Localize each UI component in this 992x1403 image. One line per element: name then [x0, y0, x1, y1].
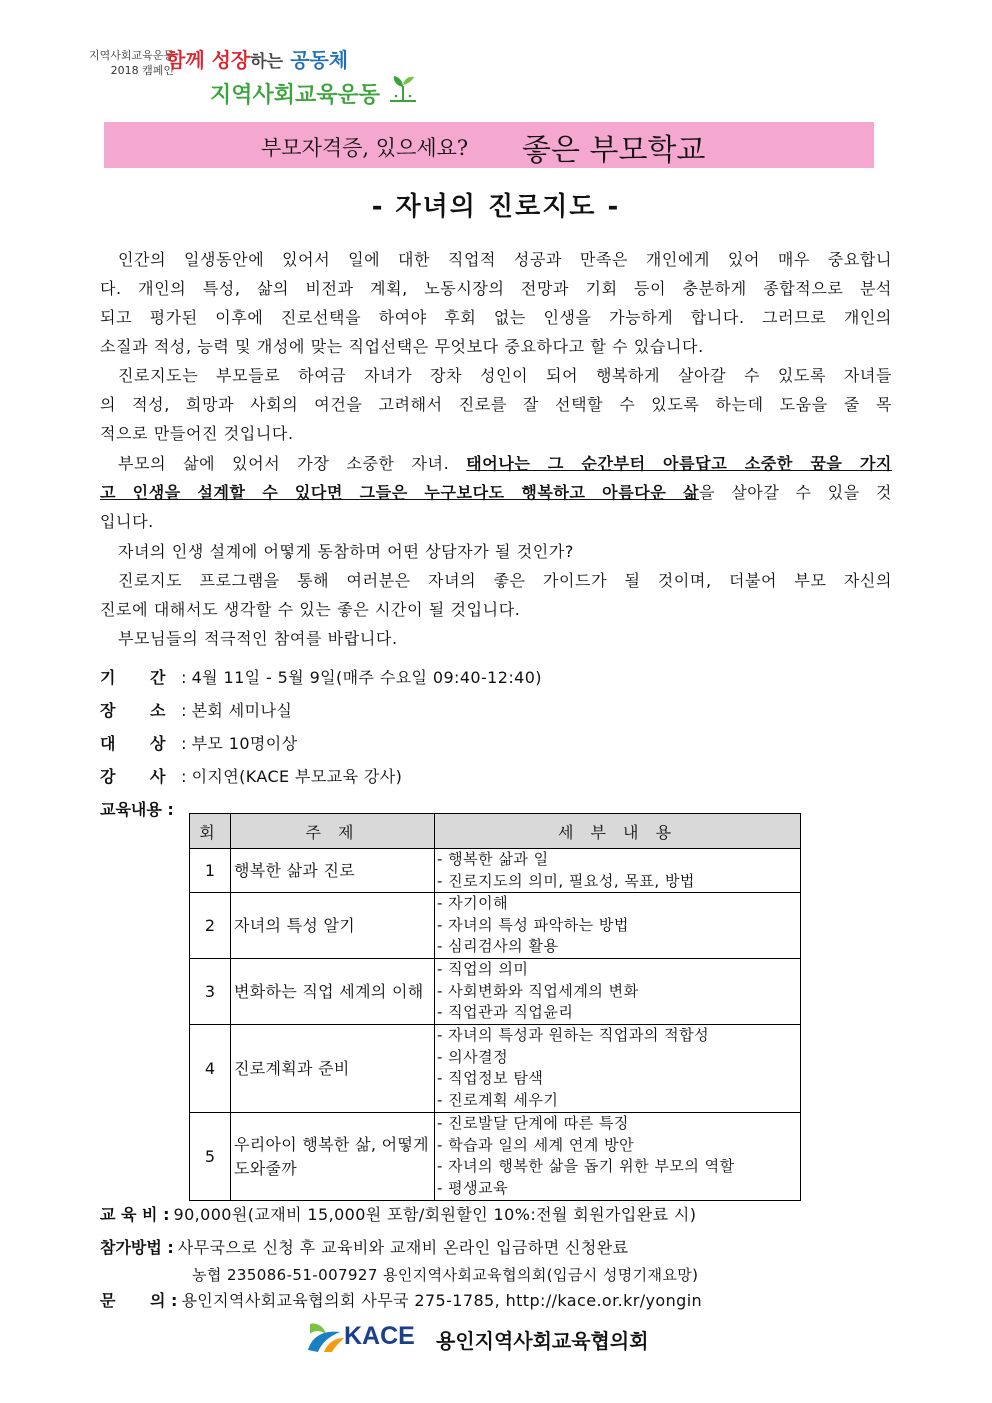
- session-topic: 변화하는 직업 세계의 이해: [231, 959, 435, 1025]
- fee-label: 교 육 비 :: [100, 1205, 170, 1224]
- bank-account: 농협 235086-51-007927 용인지역사회교육협의회(입금시 성명기재요망): [192, 1266, 699, 1284]
- info-apply: [100, 1238, 628, 1258]
- header-details: 세 부 내 용: [435, 814, 801, 849]
- session-number: 2: [190, 893, 231, 959]
- body-line: 소질과 적성, 능력 및 개성에 맞는 직업선택은 무엇보다 중요하다고 할 수 있습니다.: [100, 337, 704, 356]
- body-line: 적으로 만들어진 것입니다.: [100, 424, 294, 443]
- kace-logo-text: KACE: [344, 1322, 415, 1350]
- session-topic: 우리아이 행복한 삶, 어떻게 도와줄까: [231, 1113, 435, 1201]
- slogan-part3: 하는: [250, 52, 284, 72]
- fee-value: 90,000원(교재비 15,000원 포함/회원할인 10%:전월 회원가입완료 시): [173, 1205, 697, 1224]
- banner-question: 부모자격증, 있으세요?: [261, 136, 469, 160]
- body-text: 부모의 삶에 있어서 가장 소중한 자녀.: [118, 454, 450, 473]
- table-row: [190, 959, 801, 1025]
- info-target: 대 상 : 부모 10명이상: [100, 734, 298, 753]
- session-topic: 진로계획과 준비: [231, 1025, 435, 1113]
- footer-logo: [306, 1320, 676, 1354]
- session-details: - 자기이해 - 자녀의 특성 파악하는 방법 - 심리검사의 활용: [435, 893, 801, 959]
- lecturer-label: 강 사: [100, 767, 166, 786]
- campaign-header: [60, 44, 440, 114]
- period-label: 기 간: [100, 668, 166, 687]
- session-topic: 행복한 삶과 진로: [231, 849, 435, 893]
- info-account: [192, 1265, 698, 1285]
- session-number: 4: [190, 1025, 231, 1113]
- content-label: 교육내용 :: [100, 800, 174, 819]
- session-details: - 직업의 의미 - 사회변화와 직업세계의 변화 - 직업관과 직업윤리: [435, 959, 801, 1025]
- body-line: 인간의 일생동안에 있어서 일에 대한 직업적 성공과 만족은 개인에게 있어 매우 중요합니: [118, 250, 892, 269]
- body-line: 자녀의 인생 설계에 어떻게 동참하며 어떤 상담자가 될 것인가?: [118, 542, 574, 561]
- info-period: 기 간 : 4월 11일 - 5월 9일(매주 수요일 09:40-12:40): [100, 668, 542, 687]
- page-subtitle: - 자녀의 진로지도 -: [371, 192, 621, 222]
- body-line: 진로에 대해서도 생각할 수 있는 좋은 시간이 될 것입니다.: [100, 600, 521, 619]
- session-details: - 자녀의 특성과 원하는 직업과의 적합성 - 의사결정 - 직업정보 탐색 - 진로계획 세우기: [435, 1025, 801, 1113]
- info-fee: [100, 1205, 696, 1225]
- footer-org-name: 용인지역사회교육협의회: [436, 1329, 649, 1353]
- contact-label: 문 의 :: [100, 1291, 178, 1310]
- underlined-text: 고 인생을 설계할 수 있다면 그들은 누구보다도 행복하고 아름다운 삶: [100, 483, 700, 502]
- info-place: 장 소 : 본회 세미나실: [100, 701, 293, 720]
- target-value: 부모 10명이상: [191, 734, 298, 753]
- body-line: 진로지도는 부모들로 하여금 자녀가 장차 성인이 되어 행복하게 살아갈 수 있도록 자녀들: [118, 366, 892, 385]
- header-session: 회: [190, 814, 231, 849]
- campaign-movement: 지역사회교육운동: [210, 83, 381, 108]
- table-row: [190, 1025, 801, 1113]
- table-row: [190, 893, 801, 959]
- kace-logo-icon: [306, 1320, 346, 1354]
- campaign-year-text: 2018 캠페인: [110, 64, 174, 77]
- target-label: 대 상: [100, 734, 166, 753]
- apply-label: 참가방법 :: [100, 1238, 174, 1257]
- info-lecturer: 강 사 : 이지연(KACE 부모교육 강사): [100, 767, 403, 786]
- lecturer-value: 이지연(KACE 부모교육 강사): [191, 767, 403, 786]
- slogan-part4: 공동체: [290, 48, 349, 72]
- body-line: 부모님들의 적극적인 참여를 바랍니다.: [118, 629, 398, 648]
- session-number: 1: [190, 849, 231, 893]
- sprout-icon: [388, 74, 418, 102]
- body-line: 다. 개인의 특성, 삶의 비전과 계획, 노동시장의 전망과 기회 등이 충분하게 종합적으로 분석: [100, 279, 892, 298]
- banner-school-title: 좋은 부모학교: [522, 133, 706, 168]
- table-header-row: [190, 814, 801, 849]
- table-row: [190, 1113, 801, 1201]
- underlined-text: 태어나는 그 순간부터 아름답고 소중한 꿈을 가지: [466, 454, 892, 473]
- body-line: 의 적성, 희망과 사회의 여건을 고려해서 진로를 잘 선택할 수 있도록 하는데 도움을 줄 목: [100, 395, 892, 414]
- slogan-part2: 성장: [211, 48, 251, 72]
- session-topic: 자녀의 특성 알기: [231, 893, 435, 959]
- place-value: 본회 세미나실: [191, 701, 293, 720]
- info-content-label: [100, 800, 174, 820]
- curriculum-table: [189, 813, 801, 1201]
- slogan-part1: 함께: [166, 48, 205, 72]
- session-details: - 진로발달 단계에 따른 특징 - 학습과 일의 세계 연계 방안 - 자녀의 행복한 삶을 돕기 위한 부모의 역할 - 평생교육: [435, 1113, 801, 1201]
- campaign-slogan: [166, 44, 348, 73]
- body-line-emphasis: [100, 483, 892, 503]
- period-value: 4월 11일 - 5월 9일(매주 수요일 09:40-12:40): [191, 668, 542, 687]
- body-line: 입니다.: [100, 512, 154, 531]
- info-contact: [100, 1291, 702, 1311]
- apply-value: 사무국으로 신청 후 교육비와 교재비 온라인 입금하면 신청완료: [177, 1238, 629, 1257]
- title-banner: [104, 122, 874, 168]
- campaign-org-text: 지역사회교육운동: [88, 49, 174, 62]
- body-line: 되고 평가된 이후에 진로선택을 하여야 후회 없는 인생을 가능하게 합니다. 그러므로 개인의: [100, 308, 892, 327]
- contact-value: 용인지역사회교육협의회 사무국 275-1785, http://kace.or.kr/yongin: [181, 1291, 703, 1310]
- table-row: [190, 849, 801, 893]
- body-line: 진로지도 프로그램을 통해 여러분은 자녀의 좋은 가이드가 될 것이며, 더불어 부모 자신의: [118, 571, 892, 590]
- header-topic: 주 제: [231, 814, 435, 849]
- session-details: - 행복한 삶과 일 - 진로지도의 의미, 필요성, 목표, 방법: [435, 849, 801, 893]
- session-number: 5: [190, 1113, 231, 1201]
- place-label: 장 소: [100, 701, 166, 720]
- session-number: 3: [190, 959, 231, 1025]
- body-line-emphasis: [100, 454, 892, 474]
- body-text: 을 살아갈 수 있을 것: [699, 483, 892, 502]
